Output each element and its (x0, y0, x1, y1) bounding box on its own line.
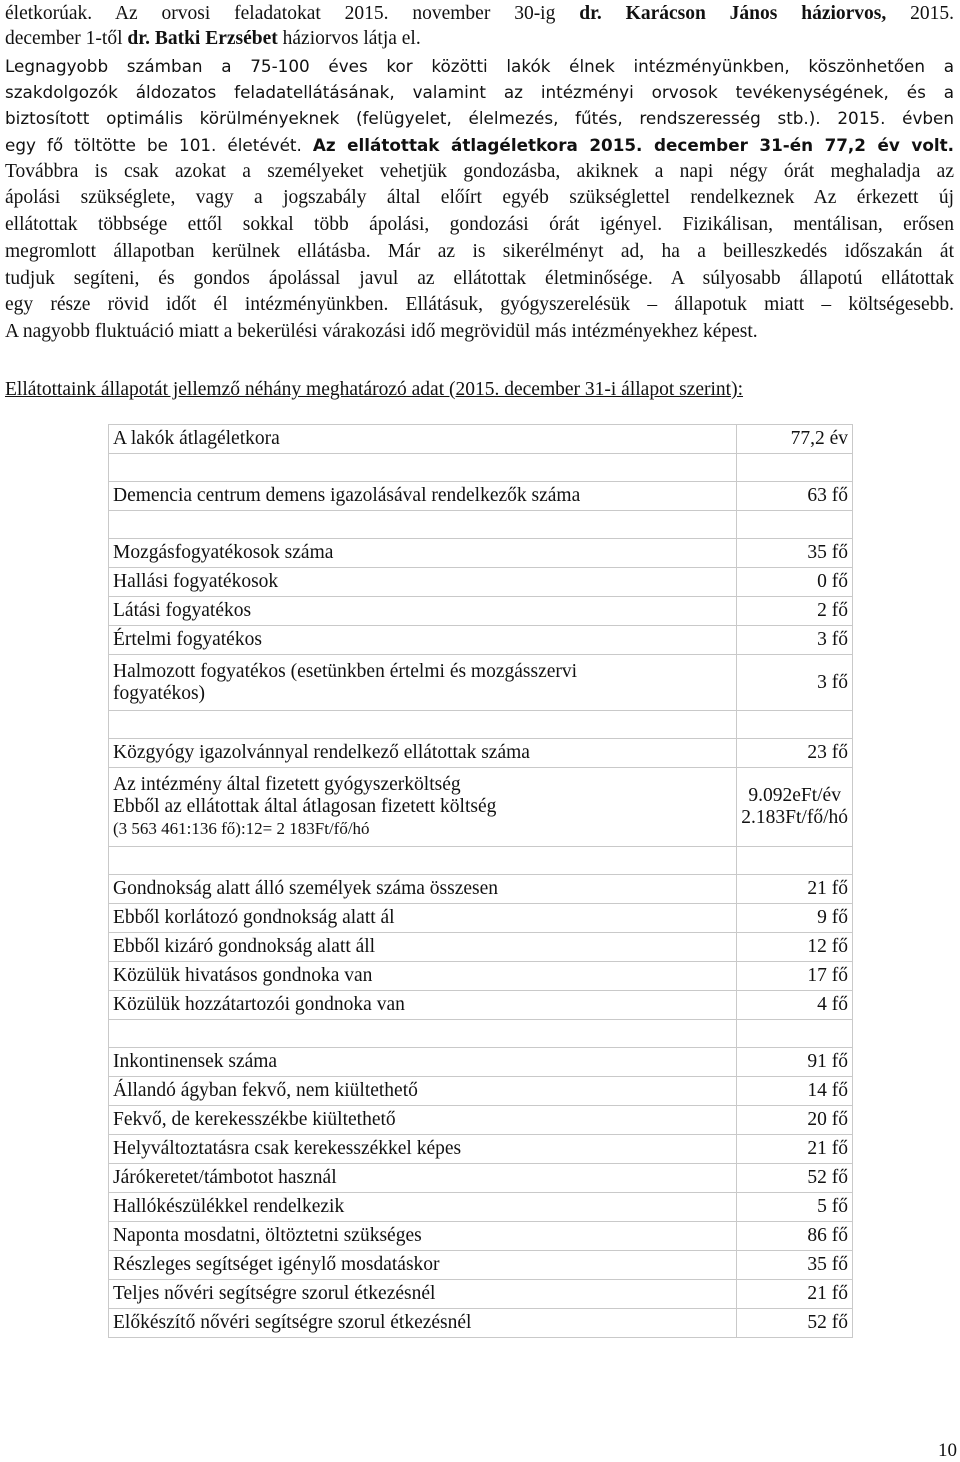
row-value: 20 fő (737, 1106, 853, 1135)
table-row (109, 962, 853, 991)
p2-line-2: ápolási szükséglete, vagy a jogszabály által előírt egyéb szükséglettel rendelkeznek Az érkezett új (5, 187, 954, 208)
row-label-line: (3 563 461:136 fő):12= 2 183Ft/fő/hó (113, 819, 370, 838)
table-spacer-row (109, 1020, 853, 1048)
row-label: Előkészítő nővéri segítségre szorul étkezésnél (109, 1309, 737, 1338)
row-label-line: Az intézmény által fizetett gyógyszerköltség (113, 774, 461, 795)
table-row (109, 1164, 853, 1193)
row-value: 77,2 év (737, 425, 853, 454)
table-row (109, 1309, 853, 1338)
average-age-statement: Az ellátottak átlagéletkora 2015. december 31-én 77,2 év volt. (312, 135, 955, 155)
intro-text: életkorúak. Az orvosi feladatokat 2015. november 30-ig (5, 3, 580, 24)
row-label: Állandó ágyban fekvő, nem kiültethető (109, 1077, 737, 1106)
row-label: Hallási fogyatékosok (109, 568, 737, 597)
row-label (109, 655, 737, 711)
table-row (109, 1280, 853, 1309)
table-row (109, 539, 853, 568)
row-value: 86 fő (737, 1222, 853, 1251)
row-label: Helyváltoztatásra csak kerekesszékkel képes (109, 1135, 737, 1164)
row-value: 5 fő (737, 1193, 853, 1222)
row-label: Látási fogyatékos (109, 597, 737, 626)
row-label: Ebből kizáró gondnokság alatt áll (109, 933, 737, 962)
row-value: 21 fő (737, 875, 853, 904)
row-label: Demencia centrum demens igazolásával rendelkezők száma (109, 482, 737, 511)
row-label-line: Halmozott fogyatékos (esetünkben értelmi és mozgásszervi (113, 660, 578, 682)
row-label-line: Ebből az ellátottak által átlagosan fizetett költség (113, 796, 497, 817)
table-row (109, 739, 853, 768)
table-row (109, 933, 853, 962)
row-value (737, 768, 853, 847)
row-label: Fekvő, de kerekesszékbe kiültethető (109, 1106, 737, 1135)
p2-line-1: Továbbra is csak azokat a személyeket vehetjük gondozásba, akiknek a napi négy órát meghaladja az (5, 161, 954, 182)
intro-line-2 (5, 27, 421, 51)
table-row (109, 904, 853, 933)
p1-line-3: biztosított optimális körülményeknek (felügyelet, élelmezés, fűtés, rendszeresség stb.). 2015. évben (5, 108, 954, 128)
row-label: Inkontinensek száma (109, 1048, 737, 1077)
table-row (109, 875, 853, 904)
table-row (109, 425, 853, 454)
row-label: Gondnokság alatt álló személyek száma összesen (109, 875, 737, 904)
row-label: Mozgásfogyatékosok száma (109, 539, 737, 568)
row-label: Hallókészülékkel rendelkezik (109, 1193, 737, 1222)
table-row (109, 1106, 853, 1135)
row-value: 21 fő (737, 1280, 853, 1309)
row-label: Értelmi fogyatékos (109, 626, 737, 655)
row-value: 0 fő (737, 568, 853, 597)
p2-line-3: ellátottak többsége ettől sokkal több ápolási, gondozási órát igényel. Fizikálisan, mentálisan, erősen (5, 214, 954, 235)
table-spacer-row (109, 454, 853, 482)
row-label: Közülük hivatásos gondnoka van (109, 962, 737, 991)
row-value-line: 2.183Ft/fő/hó (741, 807, 848, 828)
doctor-name-1: dr. Karácson János háziorvos, (579, 3, 887, 24)
p2-line-5: tudjuk segíteni, és gondos ápolással javul az ellátottak életminősége. A súlyosabb állapotú ellátottak (5, 268, 954, 289)
row-value: 12 fő (737, 933, 853, 962)
row-value: 3 fő (737, 626, 853, 655)
table-row (109, 1048, 853, 1077)
row-label: Ebből korlátozó gondnokság alatt ál (109, 904, 737, 933)
table-row (109, 768, 853, 847)
resident-data-table (108, 424, 853, 1338)
table-row (109, 1251, 853, 1280)
doctor-name-2: dr. Batki Erzsébet (127, 28, 278, 49)
table-row (109, 597, 853, 626)
row-value: 63 fő (737, 482, 853, 511)
page-number: 10 (938, 1440, 957, 1461)
intro-text: december 1-től (5, 28, 128, 49)
table-spacer-row (109, 847, 853, 875)
row-value: 91 fő (737, 1048, 853, 1077)
row-label: Részleges segítséget igénylő mosdatáskor (109, 1251, 737, 1280)
table-row (109, 1135, 853, 1164)
row-value: 35 fő (737, 539, 853, 568)
row-value: 14 fő (737, 1077, 853, 1106)
row-value: 17 fő (737, 962, 853, 991)
p1-line-4 (5, 133, 954, 157)
row-value: 21 fő (737, 1135, 853, 1164)
row-label-line: fogyatékos) (113, 682, 206, 704)
table-spacer-row (109, 511, 853, 539)
row-value: 2 fő (737, 597, 853, 626)
row-label: A lakók átlagéletkora (109, 425, 737, 454)
row-value: 23 fő (737, 739, 853, 768)
row-label: Teljes nővéri segítségre szorul étkezésnél (109, 1280, 737, 1309)
table-row (109, 1077, 853, 1106)
row-value: 4 fő (737, 991, 853, 1020)
table-row (109, 568, 853, 597)
p1-text: egy fő töltötte be 101. életévét. (5, 135, 302, 155)
intro-line-1 (5, 2, 954, 26)
row-value: 3 fő (737, 655, 853, 711)
row-label: Közgyógy igazolvánnyal rendelkező ellátottak száma (109, 739, 737, 768)
intro-text-end: 2015. (886, 3, 954, 24)
p2-line-7: A nagyobb fluktuáció miatt a bekerülési várakozási idő megrövidül más intézményekhez képest. (5, 321, 758, 342)
row-value: 52 fő (737, 1164, 853, 1193)
table-row (109, 655, 853, 711)
row-label: Járókeretet/támbotot használ (109, 1164, 737, 1193)
table-row (109, 1193, 853, 1222)
table-spacer-row (109, 711, 853, 739)
p1-line-2: szakdolgozók áldozatos feladatellátásának, valamint az intézményi orvosok tevékenységének, és a (5, 82, 954, 102)
row-value: 52 fő (737, 1309, 853, 1338)
p2-line-6: egy része rövid időt él intézményünkben. Ellátásuk, gyógyszerelésük – állapotuk miatt – költségesebb. (5, 294, 954, 315)
row-label: Naponta mosdatni, öltöztetni szükséges (109, 1222, 737, 1251)
row-label: Közülük hozzátartozói gondnoka van (109, 991, 737, 1020)
row-label (109, 768, 737, 847)
p1-line-1: Legnagyobb számban a 75-100 éves kor közötti lakók élnek intézményünkben, köszönhetően a (5, 56, 954, 76)
section-title: Ellátottaink állapotát jellemző néhány meghatározó adat (2015. december 31-i állapot szerint): (5, 379, 744, 400)
table-row (109, 626, 853, 655)
table-row (109, 482, 853, 511)
row-value: 35 fő (737, 1251, 853, 1280)
table-row (109, 991, 853, 1020)
row-value-line: 9.092eFt/év (748, 785, 841, 806)
row-value: 9 fő (737, 904, 853, 933)
p2-line-4: megromlott állapotban kerülnek ellátásba. Már az is sikerélményt ad, ha a beilleszkedés időszakán át (5, 241, 954, 262)
table-row (109, 1222, 853, 1251)
intro-text-end: háziorvos látja el. (277, 28, 421, 49)
